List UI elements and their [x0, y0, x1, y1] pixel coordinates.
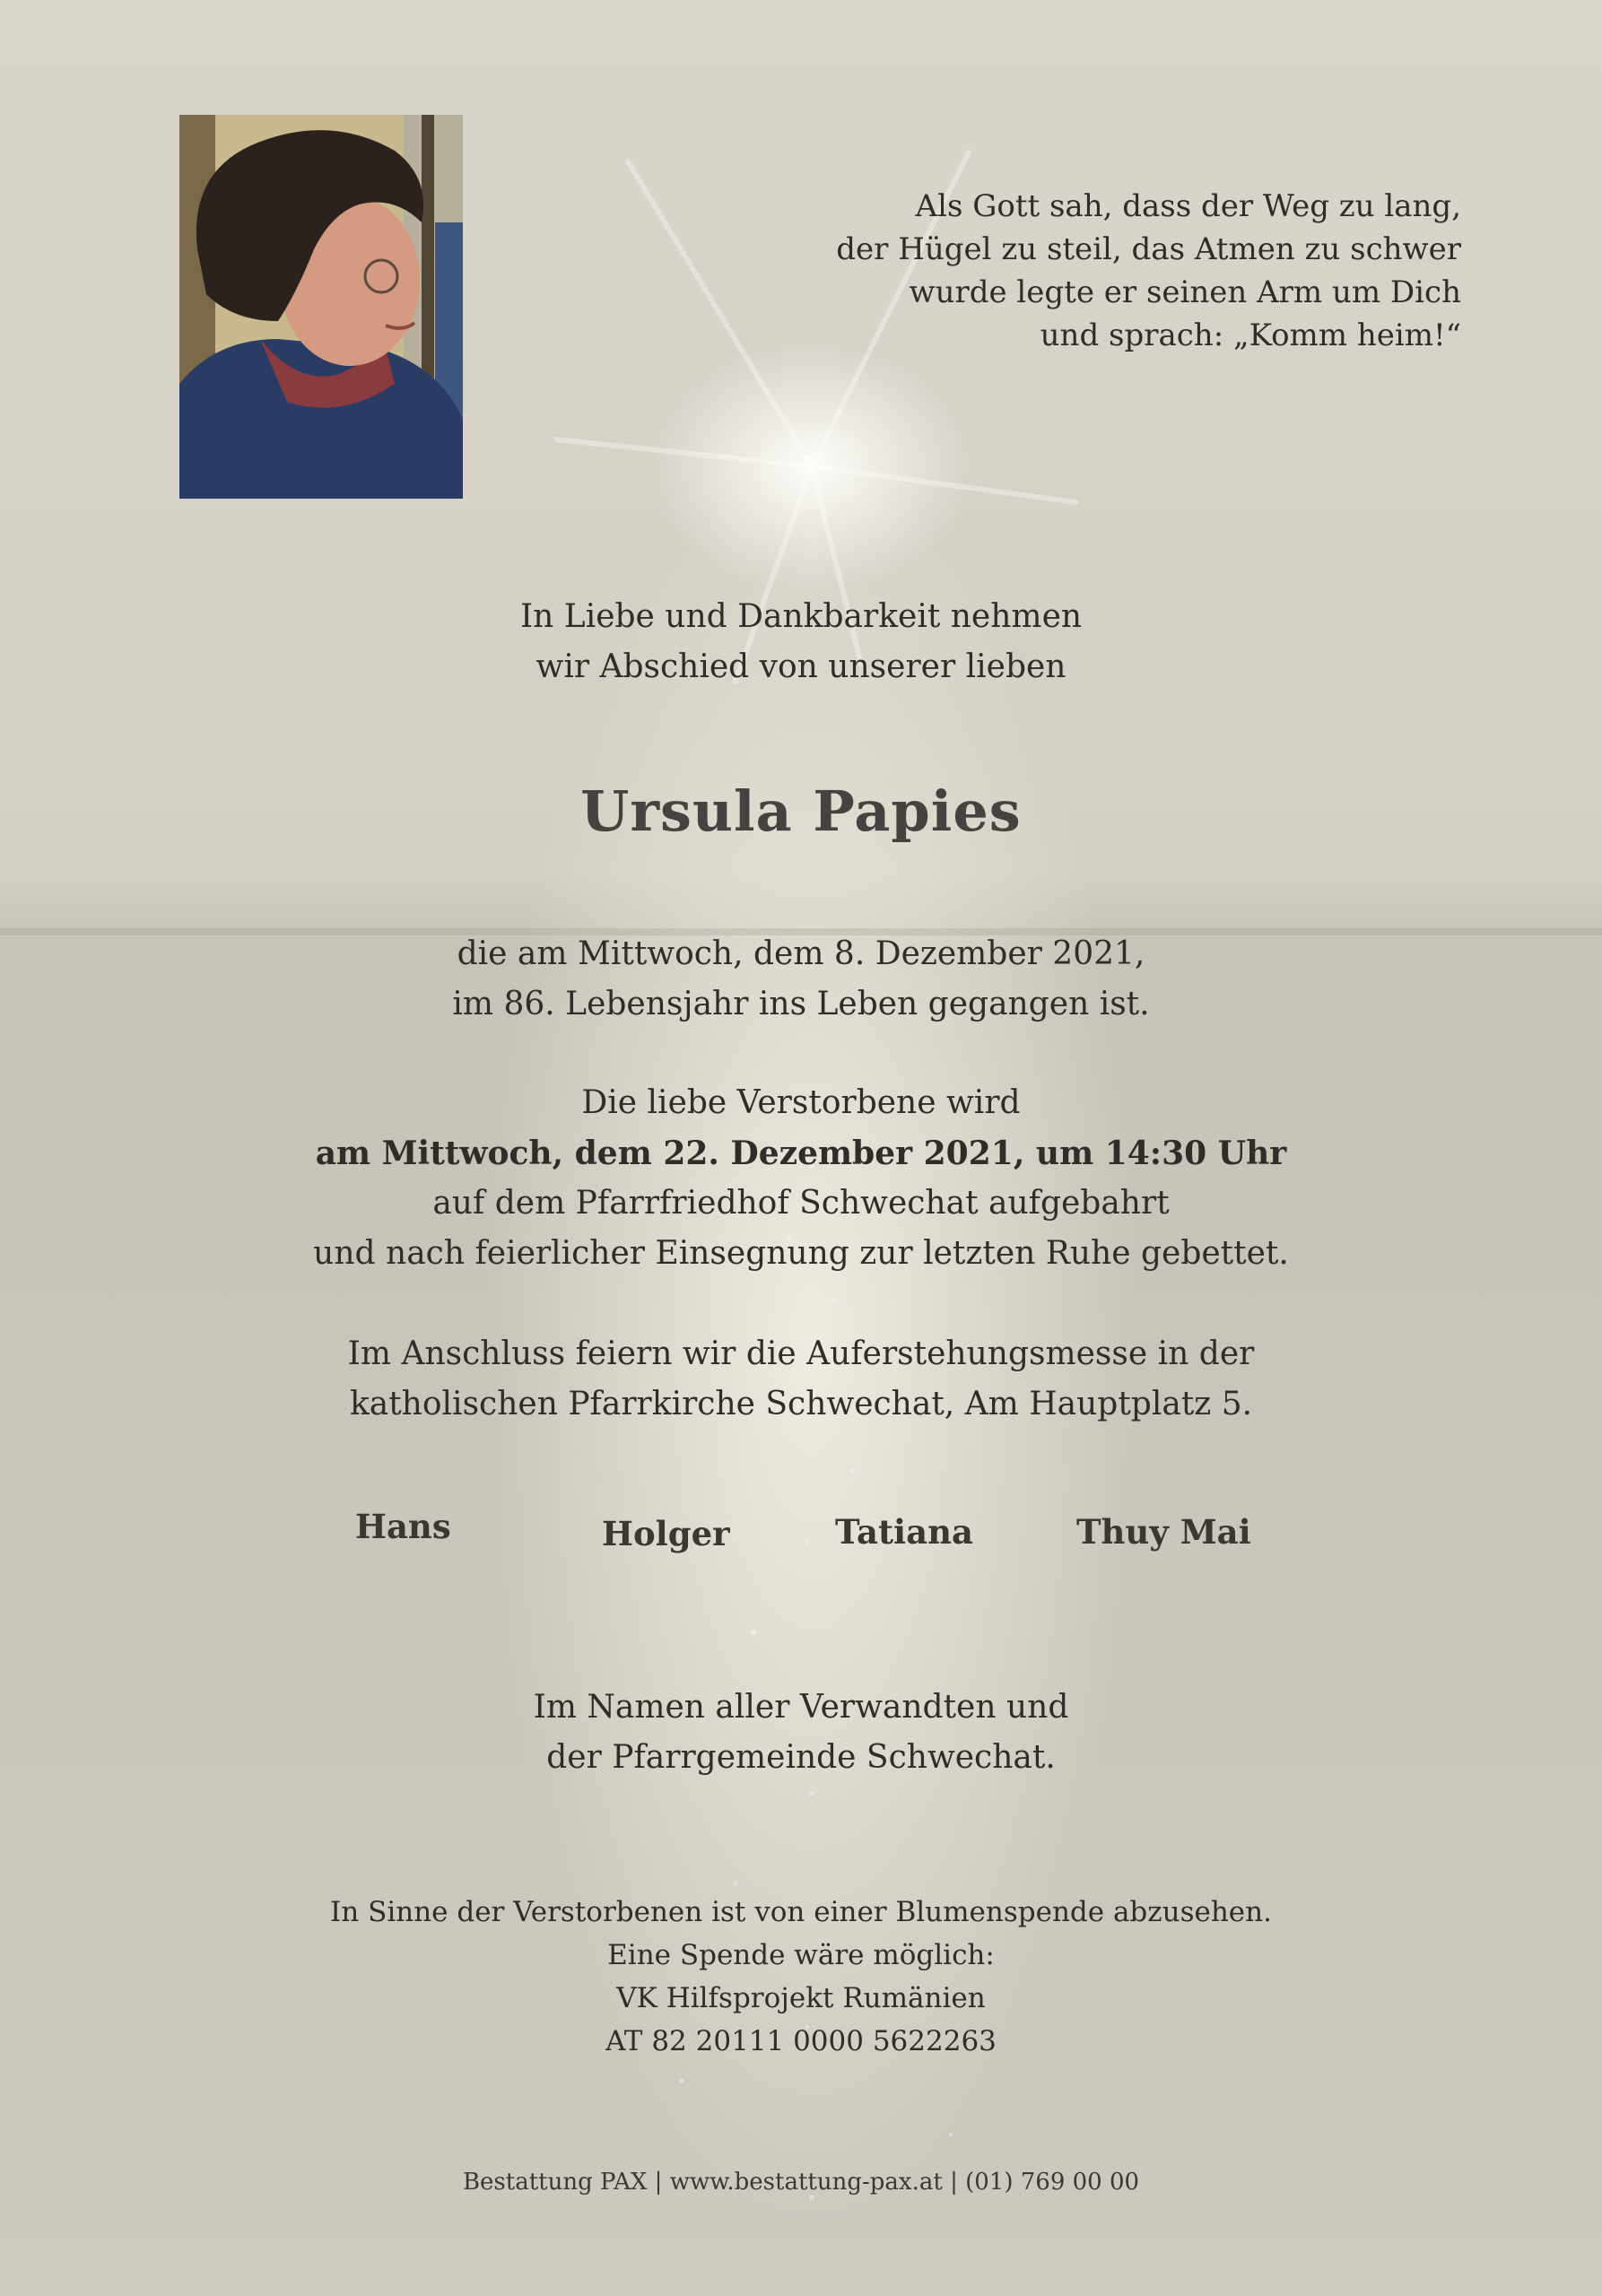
verse-line: und sprach: „Komm heim!“ — [1040, 317, 1461, 353]
funeral-line: Die liebe Verstorbene wird — [581, 1084, 1021, 1121]
donation-iban: AT 82 20111 0000 5622263 — [605, 2025, 997, 2057]
verse-line: wurde legte er seinen Arm um Dich — [909, 274, 1461, 310]
relatives-line: der Pfarrgemeinde Schwechat. — [546, 1739, 1056, 1776]
intro-line: wir Abschied von unserer lieben — [535, 648, 1067, 685]
donation-line: VK Hilfsprojekt Rumänien — [616, 1982, 986, 2014]
funeral-text — [0, 1078, 1602, 1279]
intro-line: In Liebe und Dankbarkeit nehmen — [519, 598, 1083, 635]
footer-contact: Bestattung PAX | www.bestattung-pax.at | (01) 769 00 00 — [462, 2169, 1140, 2196]
mourner-name: Hans — [355, 1507, 451, 1546]
death-text — [0, 929, 1602, 1030]
funeral-date-line: am Mittwoch, dem 22. Dezember 2021, um 14:30 Uhr — [315, 1135, 1287, 1172]
death-line: im 86. Lebensjahr ins Leben gegangen ist. — [452, 986, 1150, 1022]
mass-line: Im Anschluss feiern wir die Auferstehungsmesse in der — [347, 1335, 1255, 1372]
portrait-photo — [179, 115, 463, 499]
verse-quote — [836, 185, 1461, 357]
intro-text — [0, 592, 1602, 692]
funeral-line: und nach feierlicher Einsegnung zur letzten Ruhe gebettet. — [313, 1235, 1289, 1272]
donation-line: Eine Spende wäre möglich: — [607, 1939, 995, 1971]
mourner-name: Thuy Mai — [1076, 1512, 1251, 1552]
mass-text — [0, 1329, 1602, 1430]
mass-line: katholischen Pfarrkirche Schwechat, Am Hauptplatz 5. — [349, 1386, 1253, 1422]
verse-line: Als Gott sah, dass der Weg zu lang, — [915, 188, 1461, 224]
funeral-line: auf dem Pfarrfriedhof Schwechat aufgebahrt — [432, 1185, 1170, 1222]
mourner-name: Tatiana — [835, 1512, 973, 1552]
mourner-name: Holger — [602, 1514, 730, 1553]
donation-line: In Sinne der Verstorbenen ist von einer Blumenspende abzusehen. — [330, 1896, 1272, 1928]
verse-line: der Hügel zu steil, das Atmen zu schwer — [836, 231, 1461, 267]
deceased-name: Ursula Papies — [580, 778, 1022, 844]
death-line: die am Mittwoch, dem 8. Dezember 2021, — [457, 935, 1145, 972]
relatives-line: Im Namen aller Verwandten und — [533, 1689, 1069, 1726]
relatives-text — [0, 1683, 1602, 1783]
donation-text — [0, 1891, 1602, 2063]
